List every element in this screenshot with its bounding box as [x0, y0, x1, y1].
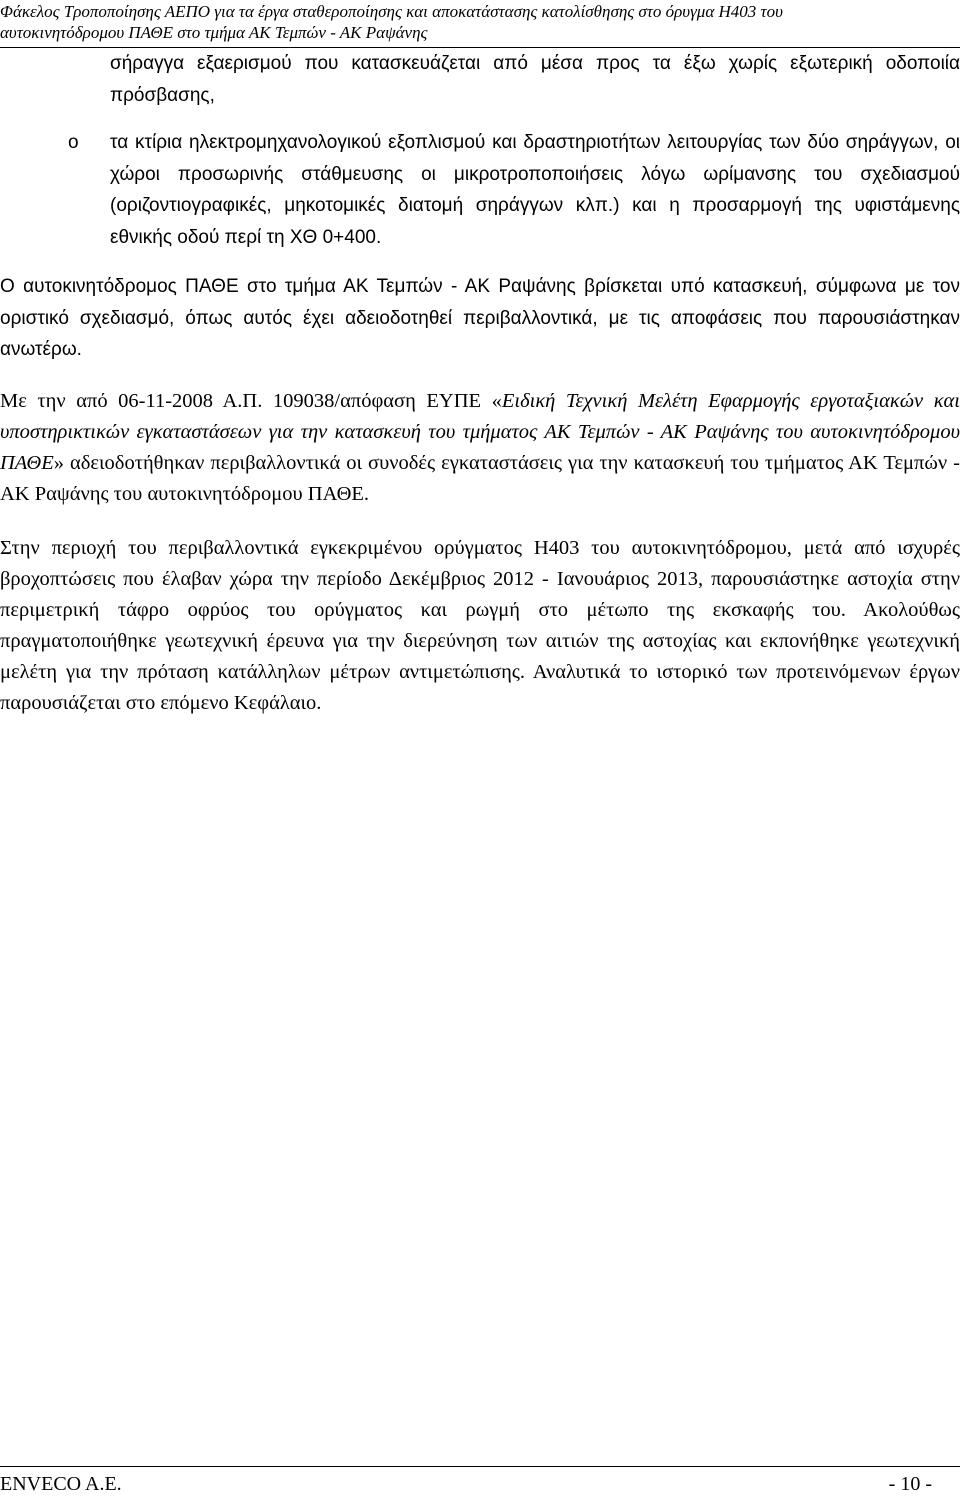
paragraph-3: Στην περιοχή του περιβαλλοντικά εγκεκριμένου ορύγματος Η403 του αυτοκινητόδρομου, μετά από ισχυρές βροχοπτώσεις που έλαβαν χώρα την περίοδο Δεκέμβριος 2012 - Ιανουάριος 2013, παρουσιάστηκε αστοχία στην περιμετρική τάφρο οφρύος του ορύγματος και ρωγμή στο μέτωπο της εκσκαφής του. Ακολούθως πραγματοποιήθηκε γεωτεχνική έρευνα για την διερεύνηση των αιτιών της αστοχίας και εκπονήθηκε γεωτεχνική μελέτη για την πρόταση κατάλληλων μέτρων αντιμετώπισης. Αναλυτικά το ιστορικό των προτεινόμενων έργων παρουσιάζεται στο επόμενο Κεφάλαιο. [0, 536, 960, 714]
header-line-2: αυτοκινητόδρομου ΠΑΘΕ στο τμήμα ΑΚ Τεμπών - ΑΚ Ραψάνης [0, 23, 428, 42]
document-body [0, 48, 960, 719]
paragraph-2-end: » αδειοδοτήθηκαν περιβαλλοντικά οι συνοδές εγκαταστάσεις για την κατασκευή του τμήματος ΑΚ Τεμπών - ΑΚ Ραψάνης του αυτοκινητόδρομου ΠΑΘΕ. [0, 451, 960, 505]
bullet-text: τα κτίρια ηλεκτρομηχανολογικού εξοπλισμού και δραστηριοτήτων λειτουργίας των δύο σηράγγων, οι χώροι προσωρινής στάθμευσης οι μικροτροποποιήσεις λόγω ωρίμανσης του σχεδιασμού (οριζοντιογραφικές, μηκοτομικές διατομή σηράγγων κλπ.) και η προσαρμογή της υφιστάμενης εθνικής οδού περί τη ΧΘ 0+400. [110, 132, 960, 248]
continuation-text: σήραγγα εξαερισμού που κατασκευάζεται από μέσα προς τα έξω χωρίς εξωτερική οδοποιία πρόσβασης, [110, 53, 960, 106]
paragraph-2-start: Με την από 06-11-2008 Α.Π. 109038/απόφαση ΕΥΠΕ « [0, 389, 502, 412]
page-header [0, 0, 960, 48]
bullet-item [0, 127, 960, 253]
page-footer [0, 1466, 960, 1495]
footer-company: ENVECO A.E. [0, 1473, 122, 1495]
header-line-1: Φάκελος Τροποποίησης ΑΕΠΟ για τα έργα σταθεροποίησης και αποκατάστασης κατολίσθησης στο όρυγμα Η403 του [0, 2, 783, 21]
paragraph-1: Ο αυτοκινητόδρομος ΠΑΘΕ στο τμήμα ΑΚ Τεμπών - ΑΚ Ραψάνης βρίσκεται υπό κατασκευή, σύμφωνα με τον οριστικό σχεδιασμό, όπως αυτός έχει αδειοδοτηθεί περιβαλλοντικά, με τις αποφάσεις που παρουσιάστηκαν ανωτέρω. [0, 276, 960, 360]
paragraph-2-italic-title: Ειδική Τεχνική Μελέτη Εφαρμογής εργοταξιακών και υποστηρικτικών εγκαταστάσεων για την κατασκευή του τμήματος ΑΚ Τεμπών - ΑΚ Ραψάνης του αυτοκινητόδρομου ΠΑΘΕ [0, 389, 960, 474]
footer-page-number: - 10 - [888, 1473, 932, 1495]
paragraph-2 [0, 386, 960, 510]
bullet-marker: o [68, 132, 79, 153]
